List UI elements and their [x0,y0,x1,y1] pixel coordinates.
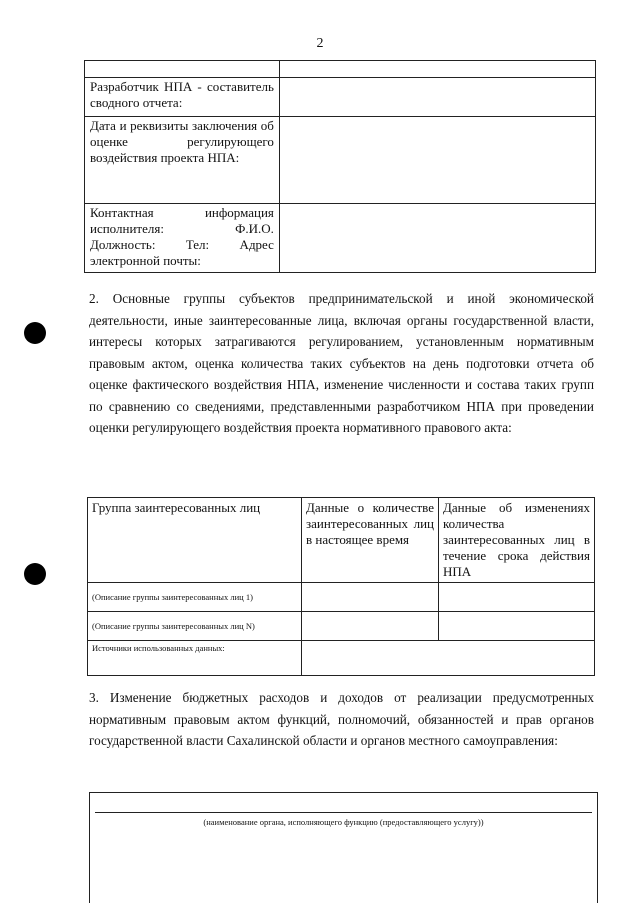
table-cell-label [85,61,280,78]
punch-hole-icon [24,322,46,344]
table-header-row [88,498,595,583]
table-row [85,204,596,273]
conclusion-value[interactable] [279,117,595,204]
column-header-count-changes: Данные об изменениях количества заинтересованных лиц в течение срока действия НПА [439,498,595,583]
page-number: 2 [316,36,324,51]
column-header-group: Группа заинтересованных лиц [88,498,302,583]
table-row [85,117,596,204]
table-row [85,78,596,117]
table-row [88,583,595,612]
section-3-text: 3. Изменение бюджетных расходов и доходов от реализации предусмотренных нормативным правовым актом функций, полномочий, обязанностей и прав органов государственной власти Сахалинской области и органов местного самоуправления: [89,690,594,748]
count-changes-cell[interactable] [439,612,595,641]
report-info-table [84,60,596,273]
punch-hole-icon [24,563,46,585]
budget-table [89,792,598,903]
count-changes-cell[interactable] [439,583,595,612]
conclusion-label: Дата и реквизиты заключения об оценке регулирующего воздействия проекта НПА: [85,117,280,204]
current-count-cell[interactable] [302,583,439,612]
current-count-cell[interactable] [302,612,439,641]
table-row [85,61,596,78]
divider [95,812,592,813]
authority-caption: (наименование органа, исполняющего функцию (предоставляющего услугу)) [203,817,484,827]
table-row [88,612,595,641]
table-cell-value[interactable] [279,61,595,78]
sources-label: Источники использованных данных: [88,641,302,676]
group-description-cell: (Описание группы заинтересованных лиц N) [88,612,302,641]
section-2-text: 2. Основные группы субъектов предпринимательской и иной экономической деятельности, иные заинтересованные лица, включая органы государственной власти, интересы которых затрагиваются регулированием, установленным нормативным правовым актом, оценка количества таких субъектов на день подготовки отчета об оценке фактического воздействия НПА, изменение численности и состава таких групп по сравнению со сведениями, представленными разработчиком НПА при проведении оценки регулирующего воздействия проекта нормативного правового акта: [89,291,594,435]
table-row [88,641,595,676]
contact-value[interactable] [279,204,595,273]
column-header-current-count: Данные о количестве заинтересованных лиц в настоящее время [302,498,439,583]
group-description-cell: (Описание группы заинтересованных лиц 1) [88,583,302,612]
developer-value[interactable] [279,78,595,117]
sources-value[interactable] [302,641,595,676]
contact-label: Контактная информация исполнителя: Ф.И.О. Должность: Тел: Адрес электронной почты: [85,204,280,273]
stakeholder-groups-table [87,497,595,676]
developer-label: Разработчик НПА - составитель сводного отчета: [85,78,280,117]
